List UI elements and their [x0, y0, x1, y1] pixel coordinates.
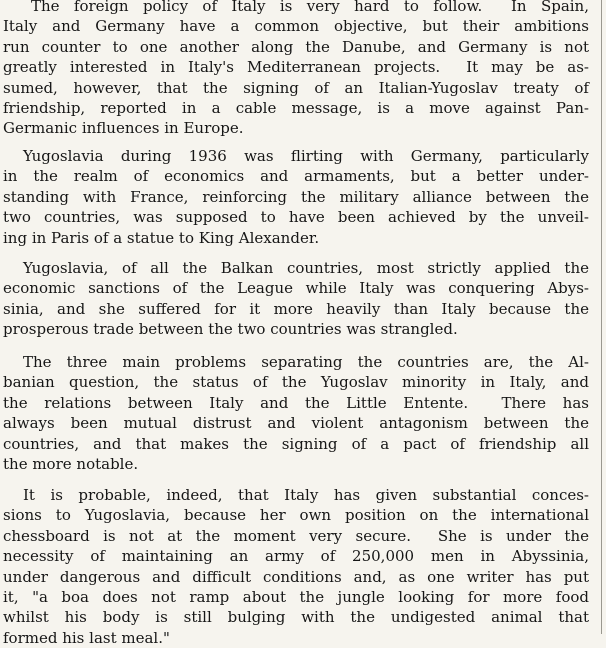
text-line: prosperous trade between the two countries was strangled.	[3, 320, 458, 339]
text-line: countries, and that makes the signing of a pact of friendship all	[3, 434, 589, 453]
text-line: necessity of maintaining an army of 250,000 men in Abyssinia,	[3, 547, 589, 566]
text-line: It is probable, indeed, that Italy has given substantial conces-	[23, 486, 589, 504]
text-line: sions to Yugoslavia, because her own position on the international	[3, 506, 589, 525]
text-line: The three main problems separating the countries are, the Al-	[23, 353, 589, 371]
text-line: economic sanctions of the League while Italy was conquering Abys-	[3, 279, 589, 298]
paragraph-5	[3, 485, 589, 648]
text-line: two countries, was supposed to have been achieved by the unveil-	[3, 208, 589, 227]
text-line: whilst his body is still bulging with the undigested animal that	[3, 608, 589, 627]
text-line: always been mutual distrust and violent antagonism between the	[3, 414, 589, 433]
paragraph-1	[3, 0, 589, 139]
text-line: the relations between Italy and the Little Entente. There has	[3, 393, 589, 412]
text-line: friendship, reported in a cable message, is a move against Pan-	[3, 99, 589, 118]
text-line: sumed, however, that the signing of an Italian-Yugoslav treaty of	[3, 78, 589, 97]
text-line: ing in Paris of a statue to King Alexander.	[3, 228, 320, 247]
paragraph-4	[3, 352, 589, 474]
text-line: The foreign policy of Italy is very hard to follow. In Spain,	[31, 0, 589, 15]
paragraph-2	[3, 146, 589, 248]
text-line: Yugoslavia during 1936 was flirting with Germany, particularly	[23, 147, 589, 165]
text-line: banian question, the status of the Yugoslav minority in Italy, and	[3, 373, 589, 392]
text-line: the more notable.	[3, 455, 139, 474]
text-line: Yugoslavia, of all the Balkan countries, most strictly applied the	[23, 259, 589, 277]
text-line: formed his last meal."	[3, 628, 170, 647]
text-line: sinia, and she suffered for it more heavily than Italy because the	[3, 299, 589, 318]
text-line: run counter to one another along the Danube, and Germany is not	[3, 37, 589, 56]
text-line: under dangerous and difficult conditions and, as one writer has put	[3, 567, 589, 586]
text-line: greatly interested in Italy's Mediterranean projects. It may be as-	[3, 58, 589, 77]
text-line: Germanic influences in Europe.	[3, 119, 244, 138]
paragraph-3	[3, 258, 589, 340]
text-line: Italy and Germany have a common objective, but their ambitions	[3, 17, 589, 36]
text-line: it, "a boa does not ramp about the jungle looking for more food	[3, 588, 589, 607]
text-line: in the realm of economics and armaments, but a better under-	[3, 167, 589, 186]
text-line: standing with France, reinforcing the military alliance between the	[3, 187, 589, 206]
text-line: chessboard is not at the moment very secure. She is under the	[3, 526, 589, 545]
column-rule	[601, 0, 602, 634]
